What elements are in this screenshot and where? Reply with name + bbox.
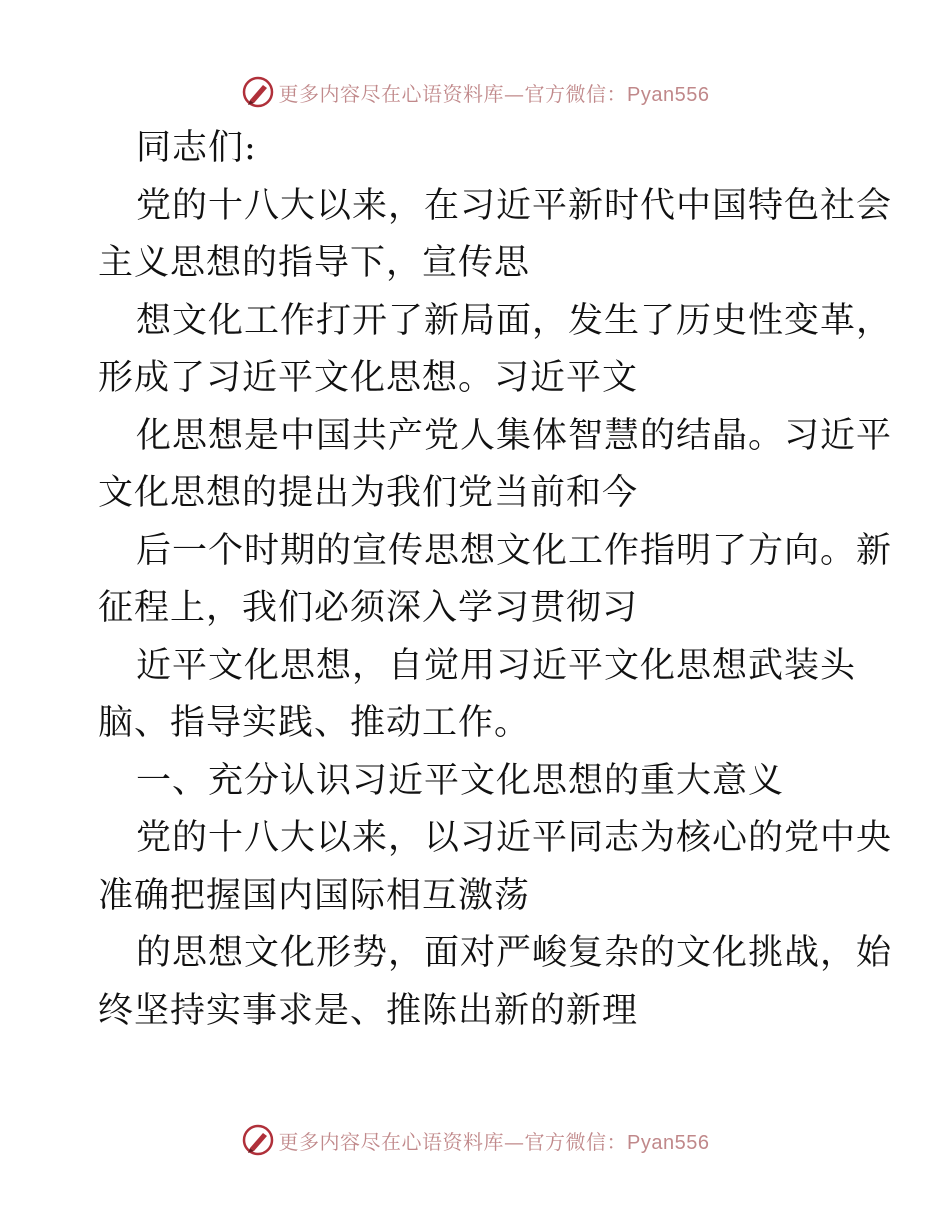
text-line: 征程上，我们必须深入学习贯彻习 [98, 588, 639, 628]
text-line: 党的十八大以来，以习近平同志为核心的党中央 [136, 818, 893, 858]
footer-watermark [0, 1120, 950, 1160]
text-line: 准确把握国内国际相互激荡 [98, 875, 531, 916]
text-line: 的思想文化形势，面对严峻复杂的文化挑战，始 [136, 933, 893, 973]
text-line: 终坚持实事求是、推陈出新的新理 [98, 990, 639, 1031]
pen-logo-icon [241, 75, 275, 109]
wechat-id: Pyan556 [627, 83, 710, 106]
text-line: 想文化工作打开了新局面，发生了历史性变革， [136, 300, 893, 341]
text-line: 脑、指导实践、推动工作。 [98, 703, 531, 743]
text-line: 主义思想的指导下，宣传思 [98, 243, 531, 283]
document-body [98, 120, 893, 1040]
text-line: 近平文化思想，自觉用习近平文化思想武装头 [136, 645, 857, 686]
watermark-text: 更多内容尽在心语资料库—官方微信：Pyan556 [278, 81, 710, 106]
text-line: 一、充分认识习近平文化思想的重大意义 [136, 760, 785, 801]
wechat-id: Pyan556 [627, 1131, 710, 1154]
watermark-text: 更多内容尽在心语资料库—官方微信：Pyan556 [278, 1129, 710, 1154]
text-line: 后一个时期的宣传思想文化工作指明了方向。新 [136, 530, 893, 571]
pen-logo-icon [241, 1123, 275, 1157]
text-line: 化思想是中国共产党人集体智慧的结晶。习近平 [136, 415, 893, 456]
text-line: 文化思想的提出为我们党当前和今 [98, 473, 639, 513]
text-line: 党的十八大以来，在习近平新时代中国特色社会 [136, 185, 893, 226]
header-watermark [0, 72, 950, 112]
text-line: 形成了习近平文化思想。习近平文 [98, 358, 639, 398]
text-line: 同志们: [136, 128, 257, 168]
